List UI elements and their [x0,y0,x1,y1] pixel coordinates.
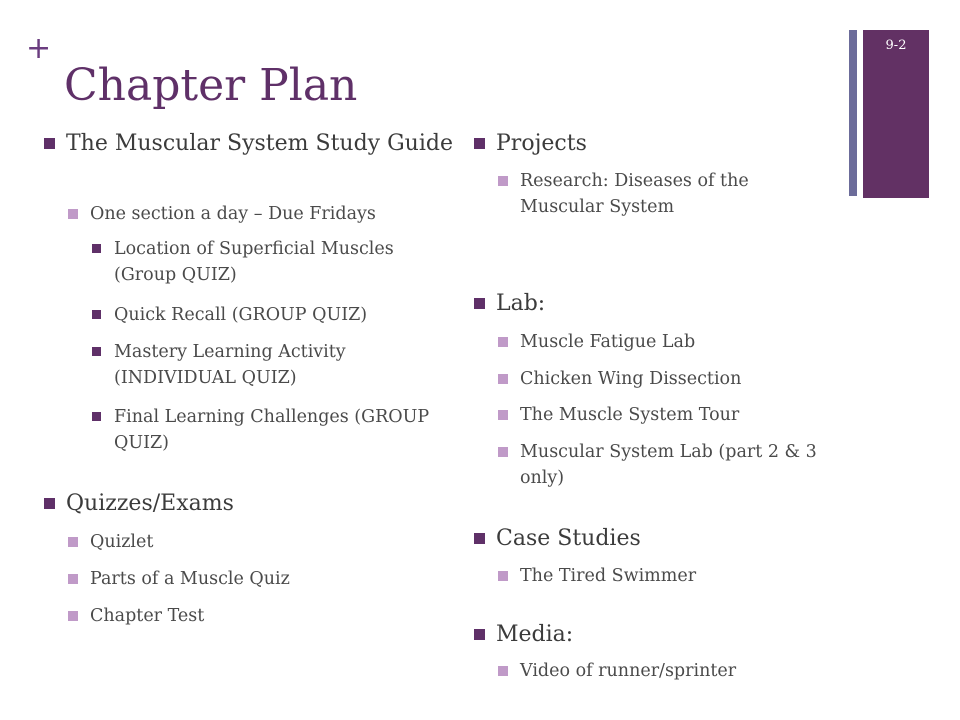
bullet-icon [92,310,101,319]
list-item-text: The Tired Swimmer [520,566,697,586]
list-item-text: Research: Diseases of the Muscular System [520,171,749,217]
list-item-text: One section a day – Due Fridays [90,204,376,224]
list-item [474,439,824,491]
list-item [474,563,824,589]
list-item [474,168,824,220]
slide-title: Chapter Plan [64,60,358,111]
bullet-icon [92,412,101,421]
list-item-text: Location of Superficial Muscles (Group QUIZ) [114,239,394,285]
list-item [44,128,454,159]
bullet-icon [92,244,101,253]
accent-bar-thick [863,30,929,198]
list-item-text: Muscle Fatigue Lab [520,332,696,352]
bullet-icon [498,571,508,581]
list-item [44,236,454,288]
list-item-text: The Muscle System Tour [520,405,740,425]
list-item-text: Final Learning Challenges (GROUP QUIZ) [114,407,430,453]
bullet-icon [68,537,78,547]
list-item [44,488,454,519]
bullet-icon [498,374,508,384]
list-item [474,329,824,355]
list-item-text: Quizlet [90,532,154,552]
bullet-icon [44,498,55,509]
list-item [44,529,454,555]
bullet-icon [68,574,78,584]
list-item-text: Muscular System Lab (part 2 & 3 only) [520,442,817,488]
list-item-text: The Muscular System Study Guide [66,131,453,156]
list-item-text: Chapter Test [90,606,205,626]
list-item [44,302,454,328]
list-item-text: Quick Recall (GROUP QUIZ) [114,305,368,325]
bullet-icon [498,337,508,347]
bullet-icon [474,298,485,309]
list-item [44,201,454,227]
list-item-text: Parts of a Muscle Quiz [90,569,290,589]
list-item [44,603,454,629]
bullet-icon [474,629,485,640]
list-item [474,288,824,319]
plus-icon: + [26,31,52,66]
list-item-text: Projects [496,131,587,156]
list-item-text: Mastery Learning Activity (INDIVIDUAL QUIZ) [114,342,346,388]
bullet-icon [68,209,78,219]
list-item-text: Media: [496,622,574,647]
list-item [474,523,824,554]
list-item [44,566,454,592]
list-item-text: Quizzes/Exams [66,491,234,516]
bullet-icon [474,138,485,149]
bullet-icon [498,410,508,420]
bullet-icon [68,611,78,621]
bullet-icon [44,138,55,149]
list-item [44,339,454,391]
slide-number: 9-2 [885,38,907,53]
bullet-icon [498,666,508,676]
list-item-text: Lab: [496,291,546,316]
bullet-icon [92,347,101,356]
list-item [474,619,824,650]
list-item [44,404,454,456]
accent-bar-thin [849,30,857,196]
list-item [474,128,824,159]
list-item-text: Case Studies [496,526,641,551]
bullet-icon [498,176,508,186]
list-item-text: Chicken Wing Dissection [520,369,742,389]
bullet-icon [474,533,485,544]
list-item [474,658,824,684]
list-item [474,366,824,392]
list-item [474,402,824,428]
list-item-text: Video of runner/sprinter [520,661,737,681]
bullet-icon [498,447,508,457]
